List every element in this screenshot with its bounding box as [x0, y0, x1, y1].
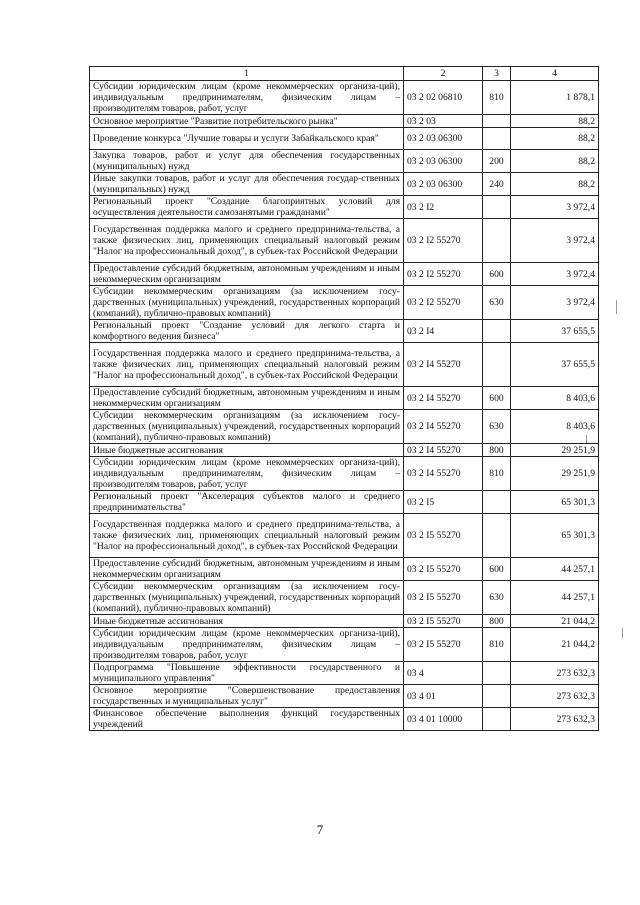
table-row — [90, 444, 599, 457]
row-name-cell: Государственная поддержка малого и среднего предпринима-тельства, а также физических лиц, применяющих специальный налоговый режим "Налог на профессиональный доход", в субъек-тах Российской Федерации — [90, 219, 404, 263]
row-type-cell: 630 — [483, 410, 511, 444]
row-type-cell: 630 — [483, 581, 511, 615]
row-type-cell — [483, 343, 511, 387]
row-name-cell: Иные бюджетные ассигнования — [90, 615, 404, 628]
table-row — [90, 128, 599, 150]
row-code-cell: 03 2 I2 55270 — [404, 219, 483, 263]
table-row — [90, 581, 599, 615]
row-name-cell: Основное мероприятие "Совершенствование предоставления государственных и муниципальных услуг" — [90, 685, 404, 708]
row-sum-cell: 29 251,9 — [511, 444, 599, 457]
row-sum-cell: 37 655,5 — [511, 343, 599, 387]
row-type-cell: 630 — [483, 286, 511, 320]
table-row — [90, 320, 599, 343]
row-sum-cell: 21 044,2 — [511, 615, 599, 628]
table-row — [90, 387, 599, 410]
row-sum-cell: 273 632,3 — [511, 662, 599, 685]
row-sum-cell: 44 257,1 — [511, 581, 599, 615]
row-type-cell: 810 — [483, 457, 511, 491]
row-sum-cell: 3 972,4 — [511, 286, 599, 320]
row-type-cell: 600 — [483, 263, 511, 286]
table-row — [90, 196, 599, 219]
row-type-cell: 600 — [483, 387, 511, 410]
row-type-cell: 200 — [483, 150, 511, 173]
table-row — [90, 115, 599, 128]
row-sum-cell: 88,2 — [511, 173, 599, 196]
row-name-cell: Субсидии некоммерческим организациям (за исключением госу-дарственных (муниципальных) учреждений, государственных корпораций (компаний), публично-правовых компаний) — [90, 410, 404, 444]
table-row — [90, 410, 599, 444]
row-name-cell: Иные бюджетные ассигнования — [90, 444, 404, 457]
row-name-cell: Субсидии юридическим лицам (кроме некоммерческих организа-ций), индивидуальным предпринимателям, физическим лицам – производителям товаров, работ, услуг — [90, 628, 404, 662]
row-name-cell: Иные закупки товаров, работ и услуг для обеспечения государ-ственных (муниципальных) нужд — [90, 173, 404, 196]
row-code-cell: 03 2 I4 55270 — [404, 343, 483, 387]
table-row — [90, 457, 599, 491]
scan-mark — [622, 628, 623, 638]
row-code-cell: 03 2 I5 — [404, 491, 483, 514]
row-name-cell: Закупка товаров, работ и услуг для обеспечения государственных (муниципальных) нужд — [90, 150, 404, 173]
row-sum-cell: 29 251,9 — [511, 457, 599, 491]
row-type-cell — [483, 196, 511, 219]
row-sum-cell: 44 257,1 — [511, 558, 599, 581]
row-name-cell: Региональный проект "Акселерация субъектов малого и среднего предпринимательства" — [90, 491, 404, 514]
row-name-cell: Предоставление субсидий бюджетным, автономным учреждениям и иным некоммерческим организациям — [90, 558, 404, 581]
row-sum-cell: 3 972,4 — [511, 263, 599, 286]
table-row — [90, 81, 599, 115]
row-code-cell: 03 2 I5 55270 — [404, 581, 483, 615]
row-code-cell: 03 2 02 06810 — [404, 81, 483, 115]
row-type-cell: 800 — [483, 615, 511, 628]
row-code-cell: 03 2 I4 55270 — [404, 457, 483, 491]
row-sum-cell: 8 403,6 — [511, 410, 599, 444]
row-code-cell: 03 2 03 06300 — [404, 173, 483, 196]
table-row — [90, 685, 599, 708]
row-name-cell: Проведение конкурса "Лучшие товары и услуги Забайкальского края" — [90, 128, 404, 150]
table-row — [90, 491, 599, 514]
row-type-cell — [483, 685, 511, 708]
row-name-cell: Субсидии юридическим лицам (кроме некоммерческих организа-ций), индивидуальным предпринимателям, физическим лицам – производителям товаров, работ, услуг — [90, 457, 404, 491]
row-code-cell: 03 2 I5 55270 — [404, 628, 483, 662]
row-code-cell: 03 2 03 06300 — [404, 150, 483, 173]
row-name-cell: Предоставление субсидий бюджетным, автономным учреждениям и иным некоммерческим организациям — [90, 387, 404, 410]
row-type-cell: 810 — [483, 628, 511, 662]
table-row — [90, 286, 599, 320]
row-sum-cell: 65 301,3 — [511, 491, 599, 514]
table-row — [90, 558, 599, 581]
row-sum-cell: 88,2 — [511, 128, 599, 150]
row-type-cell — [483, 219, 511, 263]
row-code-cell: 03 2 I4 55270 — [404, 444, 483, 457]
row-type-cell: 810 — [483, 81, 511, 115]
row-code-cell: 03 2 I5 55270 — [404, 558, 483, 581]
row-code-cell: 03 2 I4 55270 — [404, 387, 483, 410]
row-code-cell: 03 2 I5 55270 — [404, 615, 483, 628]
row-sum-cell: 88,2 — [511, 115, 599, 128]
row-code-cell: 03 2 I2 — [404, 196, 483, 219]
row-code-cell: 03 2 I5 55270 — [404, 514, 483, 558]
table-row — [90, 514, 599, 558]
row-code-cell: 03 2 I4 — [404, 320, 483, 343]
row-type-cell: 240 — [483, 173, 511, 196]
row-type-cell — [483, 662, 511, 685]
table-row — [90, 150, 599, 173]
row-name-cell: Субсидии некоммерческим организациям (за исключением госу-дарственных (муниципальных) учреждений, государственных корпораций (компаний), публично-правовых компаний) — [90, 581, 404, 615]
row-sum-cell: 1 878,1 — [511, 81, 599, 115]
row-name-cell: Финансовое обеспечение выполнения функций государственных учреждений — [90, 708, 404, 731]
column-header: 2 — [404, 67, 483, 81]
table-row — [90, 615, 599, 628]
row-type-cell — [483, 708, 511, 731]
row-type-cell — [483, 491, 511, 514]
row-type-cell: 600 — [483, 558, 511, 581]
row-code-cell: 03 2 I2 55270 — [404, 263, 483, 286]
row-sum-cell: 65 301,3 — [511, 514, 599, 558]
budget-table — [89, 66, 599, 731]
row-sum-cell: 37 655,5 — [511, 320, 599, 343]
table-row — [90, 343, 599, 387]
row-sum-cell: 21 044,2 — [511, 628, 599, 662]
row-code-cell: 03 4 01 — [404, 685, 483, 708]
row-name-cell: Основное мероприятие "Развитие потребительского рынка" — [90, 115, 404, 128]
row-sum-cell: 3 972,4 — [511, 196, 599, 219]
table-row — [90, 628, 599, 662]
table-row — [90, 662, 599, 685]
row-name-cell: Предоставление субсидий бюджетным, автономным учреждениям и иным некоммерческим организациям — [90, 263, 404, 286]
row-name-cell: Государственная поддержка малого и среднего предпринима-тельства, а также физических лиц, применяющих специальный налоговый режим "Налог на профессиональный доход", в субъек-тах Российской Федерации — [90, 343, 404, 387]
row-type-cell — [483, 320, 511, 343]
row-type-cell — [483, 128, 511, 150]
row-sum-cell: 273 632,3 — [511, 685, 599, 708]
scan-mark — [616, 300, 617, 314]
row-name-cell: Субсидии некоммерческим организациям (за исключением госу-дарственных (муниципальных) учреждений, государственных корпораций (компаний), публично-правовых компаний) — [90, 286, 404, 320]
page-number: 7 — [316, 822, 324, 837]
table-row — [90, 173, 599, 196]
row-name-cell: Государственная поддержка малого и среднего предпринима-тельства, а также физических лиц, применяющих специальный налоговый режим "Налог на профессиональный доход", в субъек-тах Российской Федерации — [90, 514, 404, 558]
column-header: 1 — [90, 67, 404, 81]
row-type-cell: 800 — [483, 444, 511, 457]
row-sum-cell: 88,2 — [511, 150, 599, 173]
column-header: 4 — [511, 67, 599, 81]
row-code-cell: 03 2 I4 55270 — [404, 410, 483, 444]
row-sum-cell: 8 403,6 — [511, 387, 599, 410]
row-type-cell — [483, 514, 511, 558]
row-code-cell: 03 2 03 06300 — [404, 128, 483, 150]
table-header-row — [90, 67, 599, 81]
row-code-cell: 03 4 — [404, 662, 483, 685]
row-code-cell: 03 4 01 10000 — [404, 708, 483, 731]
row-code-cell: 03 2 I2 55270 — [404, 286, 483, 320]
row-sum-cell: 273 632,3 — [511, 708, 599, 731]
row-sum-cell: 3 972,4 — [511, 219, 599, 263]
table-row — [90, 219, 599, 263]
table-row — [90, 708, 599, 731]
row-name-cell: Подпрограмма "Повышение эффективности государственного и муниципального управления" — [90, 662, 404, 685]
row-name-cell: Субсидии юридическим лицам (кроме некоммерческих организа-ций), индивидуальным предпринимателям, физическим лицам – производителям товаров, работ, услуг — [90, 81, 404, 115]
table-row — [90, 263, 599, 286]
row-code-cell: 03 2 03 — [404, 115, 483, 128]
row-type-cell — [483, 115, 511, 128]
row-name-cell: Региональный проект "Создание условий для легкого старта и комфортного ведения бизнеса" — [90, 320, 404, 343]
row-name-cell: Региональный проект "Создание благоприятных условий для осуществления деятельности самозанятыми гражданами" — [90, 196, 404, 219]
column-header: 3 — [483, 67, 511, 81]
